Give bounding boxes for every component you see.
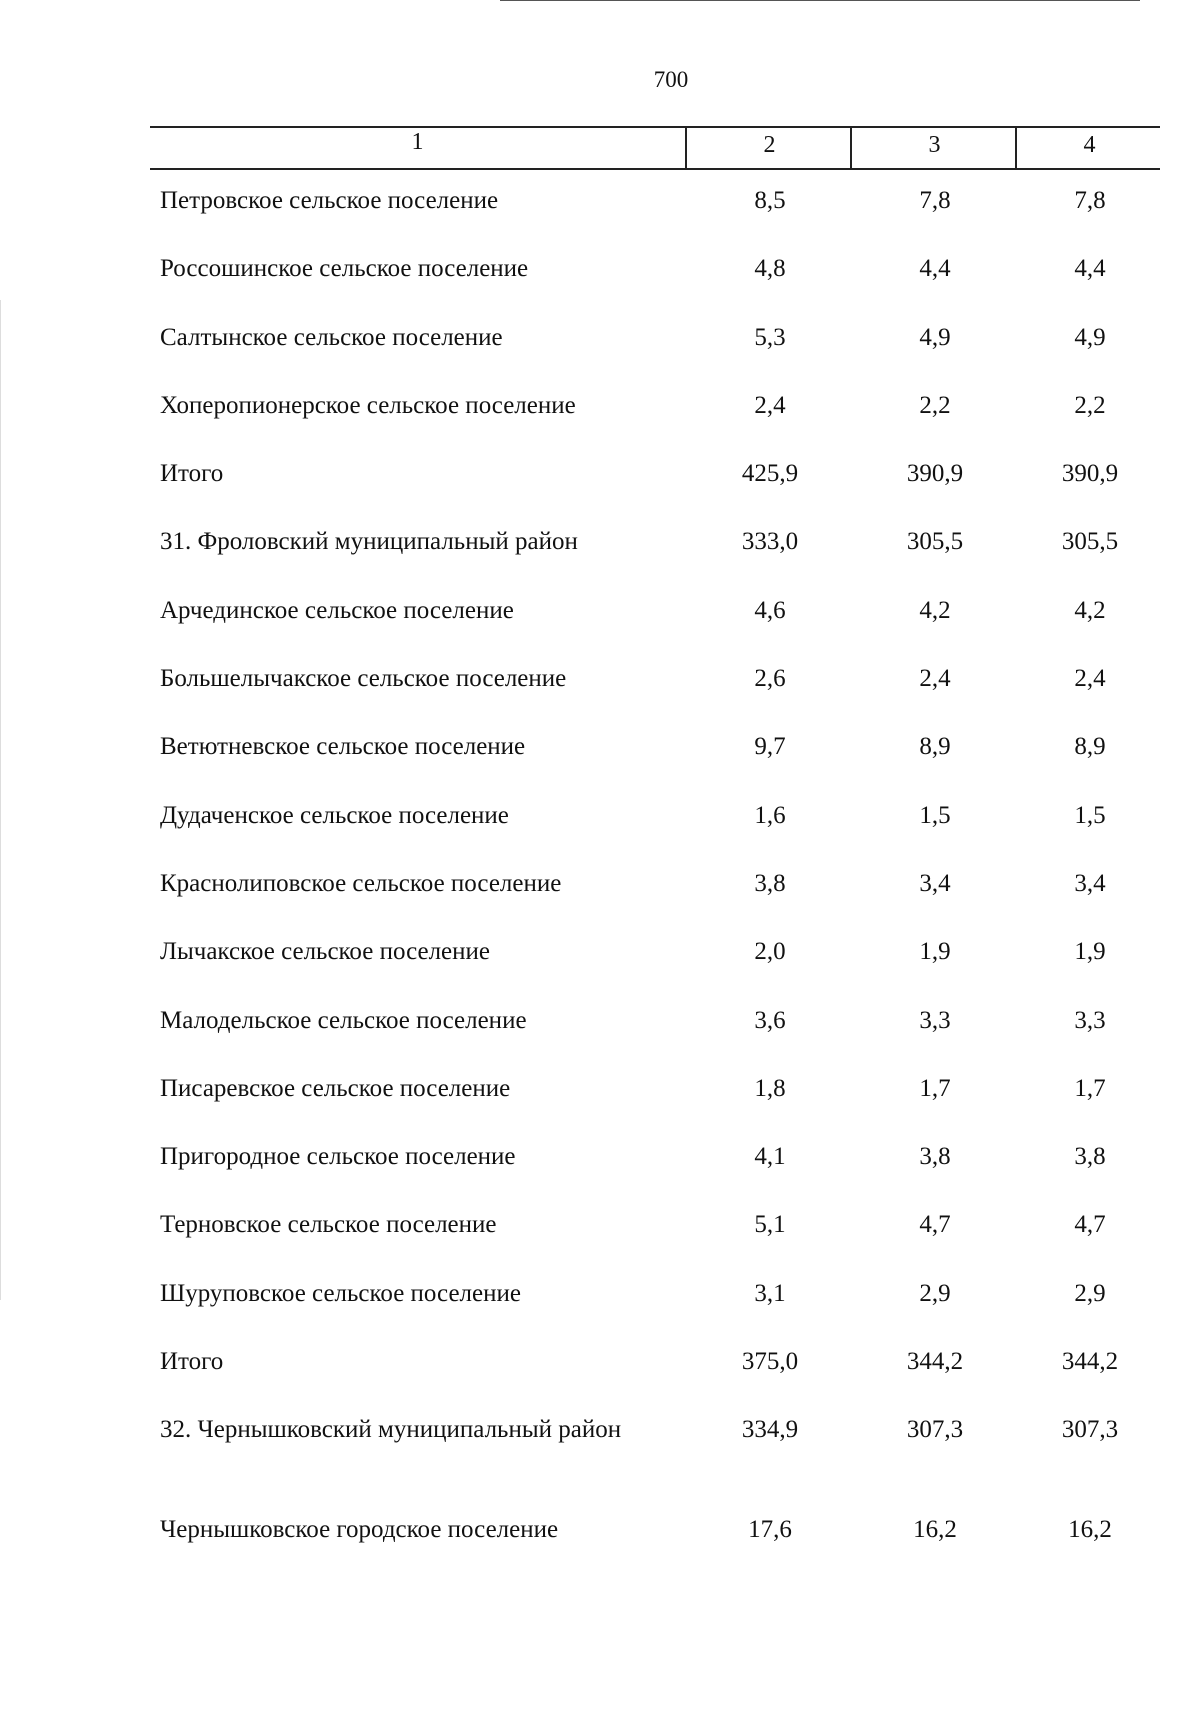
- table-row: [150, 1210, 1160, 1278]
- row-value-col4: 7,8: [1074, 187, 1106, 214]
- table-row: [150, 937, 1160, 1005]
- row-value-col2: 4,8: [754, 255, 786, 283]
- row-value-col4: 4,9: [1074, 323, 1106, 351]
- table-row: [150, 664, 1160, 732]
- row-name: Чернышковское городское поселение: [160, 1516, 559, 1544]
- row-value-col2: 3,1: [754, 1279, 786, 1307]
- row-name: Малодельское сельское поселение: [160, 1006, 527, 1034]
- row-value-col4: 307,3: [1061, 1416, 1119, 1444]
- row-value-col2: 17,6: [748, 1516, 792, 1544]
- row-value-col2: 2,0: [754, 938, 786, 966]
- row-value-col2: 5,1: [754, 1211, 786, 1239]
- table-row-total: [150, 1347, 1160, 1415]
- row-value-col3: 4,7: [919, 1211, 951, 1239]
- row-value-col3: 7,8: [919, 187, 951, 214]
- row-value-col4: 2,9: [1074, 1279, 1106, 1307]
- row-value-col3: 4,4: [919, 255, 951, 283]
- column-header-1: 1: [411, 129, 424, 155]
- row-value-col4: 1,9: [1074, 938, 1106, 966]
- row-value-col3: 1,5: [919, 801, 951, 829]
- table-body: [150, 186, 1160, 1584]
- row-value-col3: 3,8: [919, 1143, 951, 1171]
- row-value-col2: 1,6: [754, 801, 786, 829]
- row-name: Пригородное сельское поселение: [160, 1143, 516, 1171]
- column-header-4: 4: [1015, 128, 1162, 168]
- row-name: 32. Чернышковский муниципальный район: [160, 1416, 622, 1444]
- row-value-col3: 305,5: [906, 528, 964, 556]
- row-value-col3: 1,7: [919, 1074, 951, 1102]
- row-name: Шуруповское сельское поселение: [160, 1279, 521, 1307]
- row-value-col2: 333,0: [741, 528, 799, 556]
- row-name: Итого: [160, 460, 224, 488]
- row-value-col2: 3,6: [754, 1006, 786, 1034]
- row-value-col4: 2,2: [1074, 391, 1106, 419]
- row-value-col3: 344,2: [906, 1348, 964, 1376]
- row-name: Арчединское сельское поселение: [160, 596, 514, 624]
- row-name: Лычакское сельское поселение: [160, 938, 490, 966]
- table-header-bottom-rule: [150, 168, 1160, 170]
- table-row-district: [150, 527, 1160, 595]
- table-header-row: [150, 118, 1160, 170]
- row-value-col4: 1,7: [1074, 1074, 1106, 1102]
- row-value-col3: 16,2: [913, 1516, 957, 1544]
- table-row: [150, 186, 1160, 254]
- row-name: Терновское сельское поселение: [160, 1211, 497, 1239]
- scan-left-edge: [0, 300, 1, 1300]
- row-value-col3: 1,9: [919, 938, 951, 966]
- row-value-col2: 375,0: [741, 1348, 799, 1376]
- table-row: [150, 391, 1160, 459]
- row-value-col3: 8,9: [919, 733, 951, 761]
- table-row: [150, 254, 1160, 322]
- table-row: [150, 323, 1160, 391]
- row-value-col3: 4,2: [919, 596, 951, 624]
- row-value-col4: 8,9: [1074, 733, 1106, 761]
- row-value-col2: 4,6: [754, 596, 786, 624]
- row-value-col2: 2,4: [754, 391, 786, 419]
- row-value-col4: 3,8: [1074, 1143, 1106, 1171]
- table-row-district: [150, 1415, 1160, 1515]
- row-value-col4: 4,7: [1074, 1211, 1106, 1239]
- table-row: [150, 1279, 1160, 1347]
- row-value-col4: 3,3: [1074, 1006, 1106, 1034]
- row-value-col4: 1,5: [1074, 801, 1106, 829]
- row-value-col3: 3,3: [919, 1006, 951, 1034]
- row-name: Дудаченское сельское поселение: [160, 801, 509, 829]
- table-row: [150, 1142, 1160, 1210]
- row-name: Салтынское сельское поселение: [160, 323, 503, 351]
- row-name: Писаревское сельское поселение: [160, 1074, 511, 1102]
- table-row: [150, 596, 1160, 664]
- column-header-3: 3: [850, 128, 1017, 168]
- column-header-2: 2: [685, 128, 852, 168]
- table-row-total: [150, 459, 1160, 527]
- row-value-col3: 2,2: [919, 391, 951, 419]
- row-value-col2: 2,6: [754, 665, 786, 693]
- row-value-col2: 425,9: [741, 460, 799, 488]
- scan-top-edge: [500, 0, 1140, 1]
- row-name: Ветютневское сельское поселение: [160, 733, 526, 761]
- row-name: Петровское сельское поселение: [160, 187, 499, 214]
- row-value-col2: 1,8: [754, 1074, 786, 1102]
- row-value-col2: 3,8: [754, 869, 786, 897]
- row-value-col4: 3,4: [1074, 869, 1106, 897]
- row-value-col3: 307,3: [906, 1416, 964, 1444]
- table-row: [150, 1006, 1160, 1074]
- row-value-col3: 390,9: [906, 460, 964, 488]
- row-value-col3: 4,9: [919, 323, 951, 351]
- row-name: Итого: [160, 1348, 224, 1376]
- row-value-col4: 2,4: [1074, 665, 1106, 693]
- row-value-col2: 334,9: [741, 1416, 799, 1444]
- table-row: [150, 1074, 1160, 1142]
- row-name: 31. Фроловский муниципальный район: [160, 528, 578, 556]
- row-value-col4: 390,9: [1061, 460, 1119, 488]
- row-name: Хоперопионерское сельское поселение: [160, 391, 576, 419]
- row-name: Россошинское сельское поселение: [160, 255, 529, 283]
- row-value-col3: 2,4: [919, 665, 951, 693]
- table-row: [150, 801, 1160, 869]
- row-name: Большелычакское сельское поселение: [160, 665, 567, 693]
- page-number: 700: [653, 67, 689, 92]
- row-value-col2: 5,3: [754, 323, 786, 351]
- row-value-col3: 3,4: [919, 869, 951, 897]
- row-value-col3: 2,9: [919, 1279, 951, 1307]
- row-name: Краснолиповское сельское поселение: [160, 869, 562, 897]
- table-row: [150, 732, 1160, 800]
- table-row: [150, 1515, 1160, 1583]
- row-value-col4: 344,2: [1061, 1348, 1119, 1376]
- row-value-col2: 4,1: [754, 1143, 786, 1171]
- row-value-col2: 9,7: [754, 733, 786, 761]
- row-value-col2: 8,5: [754, 187, 786, 214]
- row-value-col4: 305,5: [1061, 528, 1119, 556]
- row-value-col4: 4,2: [1074, 596, 1106, 624]
- table-row: [150, 869, 1160, 937]
- row-value-col4: 16,2: [1068, 1516, 1112, 1544]
- row-value-col4: 4,4: [1074, 255, 1106, 283]
